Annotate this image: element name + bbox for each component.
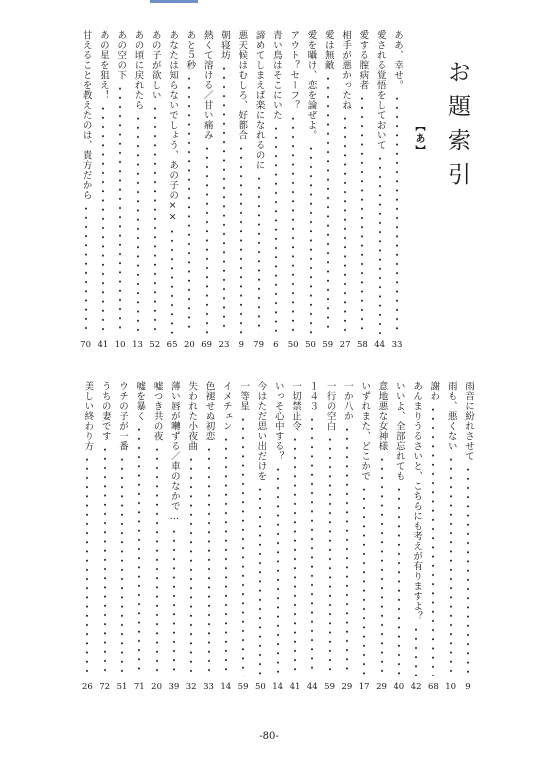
entry-page-number: 58 [356,340,368,350]
entry-title: いいよ、全部忘れても [393,381,405,481]
entry-title: 愛を囁け、恋を論ぜよ。 [305,30,317,140]
entry-page-number: 59 [324,682,335,692]
dot-leader [188,74,190,334]
entry-page-number: 52 [149,340,161,350]
dot-leader [119,84,121,334]
dot-leader [450,455,452,676]
entry-title: 一行の空白 [324,381,336,431]
dot-leader [206,144,208,334]
entry-title: 熱くて溶ける／甘い痛み [201,30,213,140]
entry-page-number: 26 [81,682,93,692]
dot-leader [86,455,88,676]
entry-page-number: 79 [253,340,264,350]
entry-title: 色褪せぬ初恋 [203,381,215,441]
dot-leader [379,154,381,334]
page-number: -80- [259,731,279,742]
dot-leader [225,435,227,676]
entry-page-number: 20 [183,340,195,350]
entry-page-number: 50 [254,682,266,692]
entry-page-number: 39 [168,682,180,692]
dot-leader [467,465,469,676]
entry-page-number: 9 [465,682,471,692]
entry-title: 甘えることを教えたのは、貴方だから [80,30,92,200]
entry-title: いっそ心中する？ [272,381,284,461]
dot-leader [346,425,348,676]
dot-leader [344,114,346,334]
dot-leader [327,74,329,334]
entry-page-number: 17 [358,682,370,692]
dot-leader [398,485,400,676]
entry-title: 一等星 [238,381,250,411]
entry-page-number: 69 [201,340,213,350]
entry-title: 愛する膣病者 [357,30,369,90]
dot-leader [85,204,87,334]
entry-page-number: 71 [133,682,145,692]
entry-title: 愛される覚悟をしておいて [374,30,386,150]
entry-title: 朝寝坊 [219,30,230,60]
entry-title: 意地悪な女神様 [376,381,388,451]
entry-page-number: 10 [114,340,126,350]
entry-page-number: 29 [341,682,353,692]
entry-title: 一か八か [341,381,353,421]
dot-leader [208,445,210,676]
entry-title: ウチの子が一番 [117,381,128,451]
dot-leader [138,425,140,676]
entry-page-number: 13 [132,340,143,350]
entry-title: 嘘を暴く [134,381,146,421]
entry-page-number: 59 [322,340,334,350]
dot-leader [277,465,279,676]
dot-leader [190,455,192,676]
entry-title: あと５秒 [184,30,196,70]
entry-title: 雨音に紛れさせて [463,381,474,461]
dot-leader [242,415,244,676]
entry-title: うちの妻です [99,381,111,441]
dot-leader [294,435,296,676]
dot-leader [310,144,312,334]
entry-page-number: 29 [376,682,387,692]
entry-page-number: 41 [97,340,109,350]
entry-title: あの空の下 [115,30,127,80]
entry-title: あの頃に戻れたら [132,30,144,110]
entry-title: あなたは知らないでしょう、あの子の×× [167,30,179,223]
entry-title: 雨も、悪くない [445,381,457,451]
entry-title: いずれまた、どこかで [359,381,371,481]
entry-page-number: 20 [151,682,162,692]
entry-title: 愛は無敵 [322,30,334,70]
dot-leader [173,527,175,677]
entry-title: 美しい終わり方 [82,381,94,451]
dot-leader [396,94,398,334]
entry-page-number: 33 [391,340,403,350]
entry-page-number: 65 [166,340,178,350]
entry-title: 諦めてしまえば楽になれるのに [253,30,265,170]
dot-leader [154,104,156,334]
dot-leader [121,455,123,676]
entry-title: アウト？セーフ？ [288,30,300,110]
entry-page-number: 10 [445,682,457,692]
entry-title: イメチェン [220,381,232,431]
entry-page-number: 51 [116,682,128,692]
entry-title: あの星を狙え！ [97,30,109,100]
entry-page-number: 50 [287,340,299,350]
dot-leader [329,435,331,676]
entry-title: 相手が悪かったね [340,30,352,110]
entry-page-number: 32 [185,682,197,692]
dot-leader [240,144,242,334]
entry-page-number: 42 [410,682,422,692]
entry-page-number: 40 [393,682,405,692]
page-title: お題索引 [444,60,470,196]
entry-title: １４３ [307,381,319,411]
entry-title: 一切禁止令 [290,381,301,431]
dot-leader [102,104,104,334]
entry-page-number: 14 [220,682,232,692]
entry-title: ああ、幸せ。 [392,30,403,90]
entry-page-number: 27 [339,340,351,350]
dot-leader [137,114,139,334]
entry-page-number: 44 [374,340,386,350]
entry-page-number: 9 [238,340,244,350]
dot-leader [275,124,277,334]
dot-leader [259,485,261,676]
dot-leader [104,445,106,676]
dot-leader [292,114,294,334]
entry-page-number: 14 [272,682,284,692]
entry-title: あんまりうるさいと、こちらにも考えが有りますよ？ [411,381,423,621]
entry-page-number: 59 [237,682,249,692]
dot-leader [258,174,260,334]
dot-leader [381,455,383,676]
entry-title: 薄い唇が囀ずる／車のなかで… [168,381,180,523]
dot-leader [171,227,173,334]
entry-page-number: 50 [305,340,316,350]
dot-leader [311,415,313,676]
entry-page-number: 68 [427,682,439,692]
entry-page-number: 33 [203,682,214,692]
dot-leader [223,64,225,334]
dot-leader [361,94,363,334]
entry-page-number: 23 [218,340,230,350]
entry-title: 謝わ [428,381,440,401]
dot-leader [415,625,417,676]
entry-title: 失われた小夜曲 [186,381,198,451]
entry-title: 嘘つき共の夜 [151,381,163,441]
section-heading: 【あ】 [413,121,424,157]
entry-page-number: 44 [306,682,318,692]
dot-leader [432,405,434,676]
entry-title: あの子が欲しい [149,30,161,100]
entry-title: 悪天候はむしろ、好都合 [236,30,248,140]
dot-leader [156,445,158,676]
top-accent-bar [150,0,198,3]
entry-page-number: 72 [99,682,111,692]
entry-page-number: 70 [80,340,91,350]
entry-title: 青い鳥はそこにいた [270,30,282,120]
entry-page-number: 41 [289,682,301,692]
entry-title: 今はただ思い出だけを [255,381,267,481]
dot-leader [363,485,365,676]
entry-page-number: 6 [273,340,279,350]
